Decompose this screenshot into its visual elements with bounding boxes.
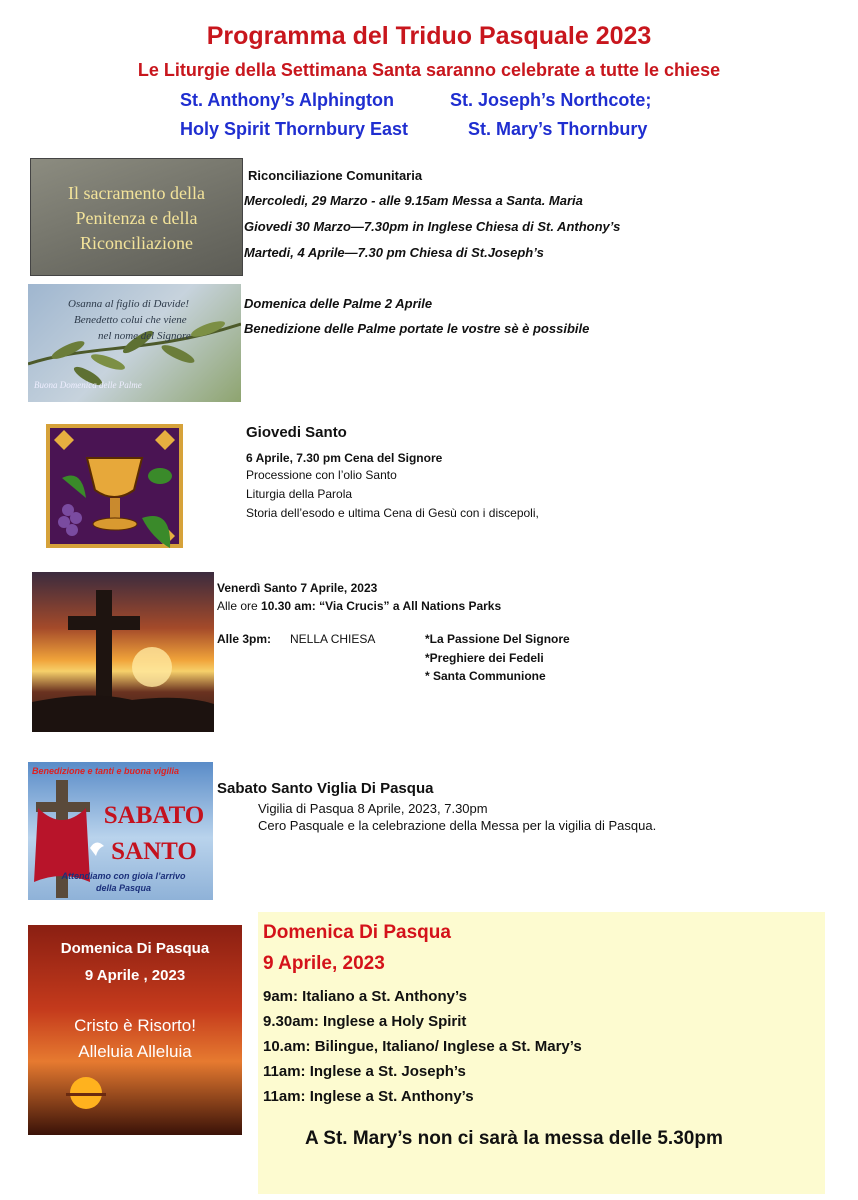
holy-thursday-line: Liturgia della Parola [246,487,353,501]
good-friday-3pm-text: NELLA CHIESA [290,632,376,646]
via-crucis-time: 10.30 am: “Via Crucis” a All Nations Parks [261,599,502,613]
page-subtitle: Le Liturgie della Settimana Santa saranno celebrate a tutte le chiese [137,60,721,80]
good-friday-3pm-label: Alle 3pm: [217,632,272,646]
holy-saturday-image-top: Benedizione e tanti e buona vigilia [32,766,180,776]
holy-saturday-image [28,762,213,900]
palm-sunday-image [28,284,241,402]
reconciliation-line: Mercoledi, 29 Marzo - alle 9.15am Messa a Santa. Maria [244,193,583,208]
reconciliation-caption-line: Penitenza e della [75,208,198,228]
church-st-joseph: St. Joseph’s Northcote; [450,90,652,110]
reconciliation-line: Giovedi 30 Marzo—7.30pm in Inglese Chiesa di St. Anthony’s [244,219,621,234]
church-st-mary: St. Mary’s Thornbury [468,119,648,139]
palm-sunday-date: Domenica delle Palme 2 Aprile [244,296,433,311]
holy-saturday-heading: Sabato Santo Viglia Di Pasqua [217,780,434,797]
easter-mass: 11am: Inglese a St. Anthony’s [263,1088,474,1105]
easter-image [28,925,242,1135]
easter-mass: 11am: Inglese a St. Joseph’s [263,1063,466,1080]
reconciliation-image [30,158,243,276]
holy-thursday-time: 6 Aprile, 7.30 pm Cena del Signore [246,451,443,465]
holy-saturday-line: Cero Pasquale e la celebrazione della Messa per la vigilia di Pasqua. [258,818,657,833]
easter-mass: 9.30am: Inglese a Holy Spirit [263,1013,467,1030]
easter-mass: 9am: Italiano a St. Anthony’s [263,988,467,1005]
easter-image-line: 9 Aprile , 2023 [84,967,186,984]
church-st-anthony: St. Anthony’s Alphington [180,90,394,110]
sunrise-icon [28,925,242,1135]
palm-caption-line: nel nome del Signore [98,330,191,342]
easter-note: A St. Mary’s non ci sarà la messa delle 5.30pm [305,1128,723,1149]
good-friday-bullet: *La Passione Del Signore [425,632,570,646]
chalice-icon [42,418,187,554]
easter-heading: Domenica Di Pasqua [263,922,451,943]
holy-thursday-heading: Giovedi Santo [246,424,347,441]
easter-image-message: Alleluia Alleluia [78,1042,192,1061]
church-holy-spirit: Holy Spirit Thornbury East [180,119,409,139]
good-friday-heading: Venerdì Santo 7 Aprile, 2023 [217,581,378,595]
via-crucis-prefix: Alle ore [217,599,262,613]
easter-date: 9 Aprile, 2023 [263,953,385,974]
reconciliation-caption-line: Riconciliazione [80,233,193,253]
palm-sunday-blessing: Benedizione delle Palme portate le vostre sè è possibile [244,321,590,336]
holy-saturday-image-bottom: della Pasqua [95,883,152,893]
holy-saturday-image-bottom: Attendiamo con gioia l’arrivo [61,871,186,881]
easter-image-line: Domenica Di Pasqua [60,940,210,957]
holy-thursday-image [42,418,187,554]
holy-thursday-line: Storia dell’esodo e ultima Cena di Gesù con i discepoli, [246,506,539,520]
page-title: Programma del Triduo Pasquale 2023 [206,22,652,50]
palm-caption-line: Buona Domenica delle Palme [34,380,142,390]
holy-saturday-image-title: SABATO [103,802,205,829]
holy-thursday-line: Processione con l’olio Santo [246,468,397,482]
reconciliation-caption-line: Il sacramento della [68,183,205,203]
palm-caption-line: Benedetto colui che viene [74,314,187,326]
reconciliation-line: Martedi, 4 Aprile—7.30 pm Chiesa di St.Joseph’s [244,245,544,260]
cross-icon [32,572,214,732]
good-friday-via-crucis [217,599,501,613]
holy-saturday-image-title: SANTO [111,838,197,865]
good-friday-image [32,572,214,732]
easter-mass: 10.am: Bilingue, Italiano/ Inglese a St. Mary’s [263,1038,582,1055]
holy-saturday-line: Vigilia di Pasqua 8 Aprile, 2023, 7.30pm [258,801,488,816]
reconciliation-heading: Riconciliazione Comunitaria [248,168,423,183]
good-friday-bullet: * Santa Communione [425,669,546,683]
easter-image-message: Cristo è Risorto! [74,1016,196,1035]
palm-caption-line: Osanna al figlio di Davide! [68,298,189,310]
good-friday-bullet: *Preghiere dei Fedeli [425,651,544,665]
